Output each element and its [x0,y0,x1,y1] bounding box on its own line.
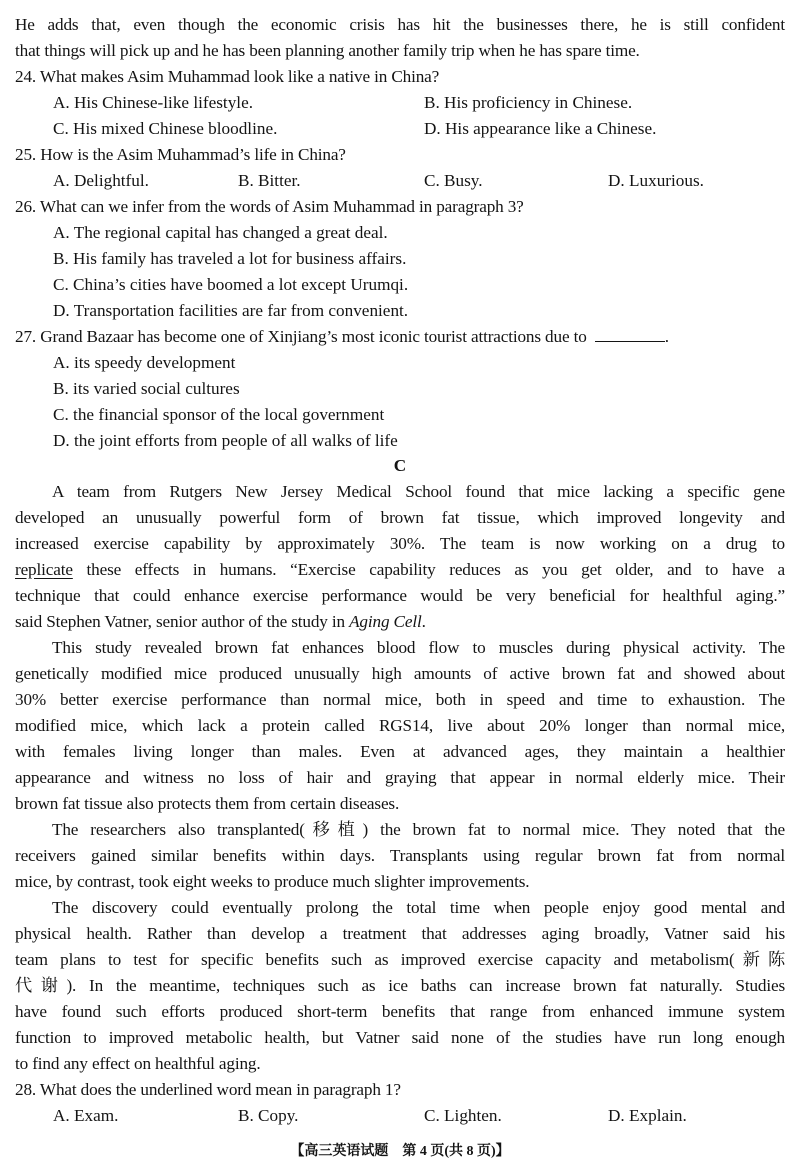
option-c[interactable]: C. Lighten. [424,1106,502,1125]
question-number: 26. [15,197,37,216]
option-b[interactable]: B. Bitter. [238,171,301,190]
paragraph-line: brown fat tissue also protects them from certain diseases. [15,794,400,813]
option-c[interactable]: C. China’s cities have boomed a lot except Urumqi. [53,275,409,294]
option-a[interactable]: A. Exam. [53,1106,119,1125]
paragraph-line: genetically modified mice produced unusually high amounts of active brown fat and showed about [15,664,785,683]
passage-line: that things will pick up and he has been planning another family trip when he has spare time. [15,41,640,60]
option-c[interactable]: C. Busy. [424,171,483,190]
question-25 [15,142,785,168]
option-d[interactable]: D. His appearance like a Chinese. [424,119,657,138]
paragraph-line: have found such efforts produced short-term benefits that range from enhanced immune system [15,1002,785,1021]
option-a[interactable]: A. its speedy development [53,353,236,372]
paragraph-line: 30% better exercise performance than normal mice, both in speed and time to exhaustion. The [15,690,785,709]
option-a[interactable]: A. The regional capital has changed a great deal. [53,223,388,242]
question-stem: What does the underlined word mean in paragraph 1? [39,1080,401,1099]
question-number: 24. [15,67,37,86]
paragraph-line: mice, by contrast, took eight weeks to produce much slighter improvements. [15,872,530,891]
line-pre: said Stephen Vatner, senior author of the study in [15,612,350,631]
paragraph-line: to find any effect on healthful aging. [15,1054,261,1073]
question-stem: How is the Asim Muhammad’s life in China? [40,145,346,164]
paragraph-line: 代谢). In the meantime, techniques such as ice baths can increase brown fat naturally. Studies [15,976,785,995]
stem-end: . [664,327,669,346]
option-d[interactable]: D. Luxurious. [608,171,704,190]
question-stem: Grand Bazaar has become one of Xinjiang’s most iconic tourist attractions due to [40,327,587,346]
question-number: 28. [15,1080,37,1099]
question-27 [15,324,785,350]
paragraph-line: The researchers also transplanted(移植) the brown fat to normal mice. They noted that the [52,820,785,839]
paragraph-line: technique that could enhance exercise performance would be very beneficial for healthful aging.” [15,586,785,605]
paragraph-line: receivers gained similar benefits within days. Transplants using regular brown fat from normal [15,846,785,865]
paragraph-line: appearance and witness no loss of hair and graying that appear in normal elderly mice. Their [15,768,785,787]
paragraph-line: This study revealed brown fat enhances blood flow to muscles during physical activity. The [52,638,785,657]
paragraph-line: A team from Rutgers New Jersey Medical School found that mice lacking a specific gene [52,482,785,501]
paragraph-line: physical health. Rather than develop a treatment that addresses aging broadly, Vatner said his [15,924,785,943]
option-b[interactable]: B. its varied social cultures [53,379,240,398]
question-number: 27. [15,327,37,346]
page-footer: 【高三英语试题 第 4 页(共 8 页)】 [290,1144,510,1159]
passage-line: He adds that, even though the economic crisis has hit the businesses there, he is still confident [15,15,785,34]
paragraph-line: function to improved metabolic health, but Vatner said none of the studies have run long enough [15,1028,785,1047]
question-26 [15,194,785,220]
paragraph-line [15,609,785,635]
paragraph-line: increased exercise capability by approximately 30%. The team is now working on a drug to [15,534,785,553]
paragraph-line: team plans to test for specific benefits such as improved exercise capacity and metabolism(新陈 [15,950,785,969]
question-24 [15,64,785,90]
question-stem: What makes Asim Muhammad look like a native in China? [39,67,440,86]
question-number: 25. [15,145,37,164]
option-d[interactable]: D. Explain. [608,1106,687,1125]
option-a[interactable]: A. His Chinese-like lifestyle. [53,93,254,112]
paragraph-line: with females living longer than males. Even at advanced ages, they maintain a healthier [15,742,785,761]
option-d[interactable]: D. the joint efforts from people of all walks of life [53,431,398,450]
answer-blank[interactable] [595,324,665,342]
paragraph-line: developed an unusually powerful form of brown fat tissue, which improved longevity and [15,508,785,527]
paragraph-line: modified mice, which lack a protein called RGS14, live about 20% longer than normal mice, [15,716,785,735]
option-b[interactable]: B. Copy. [238,1106,299,1125]
option-d[interactable]: D. Transportation facilities are far from convenient. [53,301,409,320]
section-heading: C [393,456,407,475]
option-b[interactable]: B. His proficiency in Chinese. [424,93,633,112]
line-post: . [421,612,426,631]
question-28 [15,1077,785,1103]
option-a[interactable]: A. Delightful. [53,171,149,190]
option-c[interactable]: C. His mixed Chinese bloodline. [53,119,278,138]
journal-title: Aging Cell [349,612,422,631]
paragraph-line [15,557,785,583]
question-stem: What can we infer from the words of Asim Muhammad in paragraph 3? [39,197,524,216]
option-c[interactable]: C. the financial sponsor of the local government [53,405,385,424]
line-rest: these effects in humans. “Exercise capability reduces as you get older, and to have a [72,560,785,579]
underlined-word: replicate [15,560,73,579]
paragraph-line: The discovery could eventually prolong the total time when people enjoy good mental and [52,898,785,917]
option-b[interactable]: B. His family has traveled a lot for business affairs. [53,249,407,268]
